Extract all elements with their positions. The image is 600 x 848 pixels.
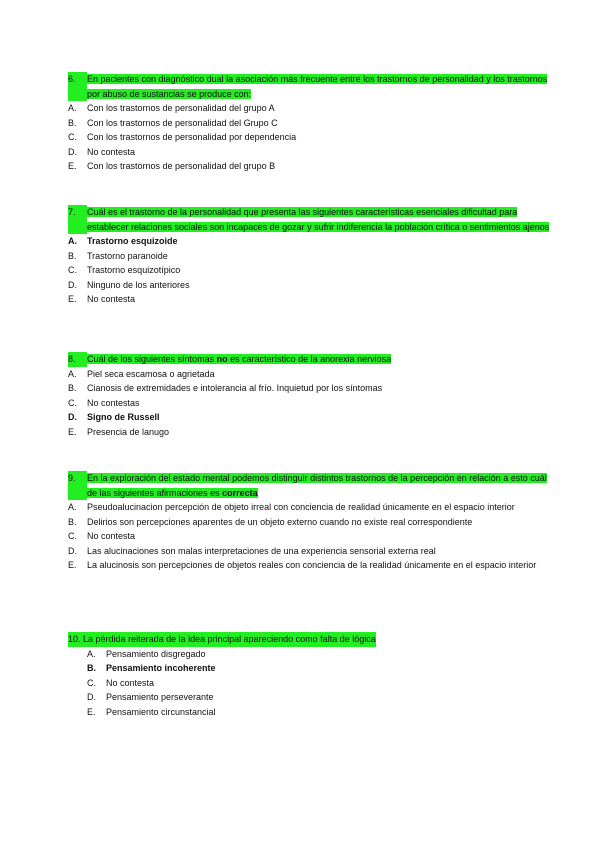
question-stem — [68, 205, 556, 234]
option-c — [68, 396, 556, 411]
option-letter: B. — [87, 663, 96, 673]
question-9 — [68, 471, 556, 573]
option-letter: D. — [87, 692, 96, 702]
option-text: Delirios son percepciones aparentes de un objeto externo cuando no existe real correspondiente — [87, 516, 473, 527]
option-text: Trastorno esquizotípico — [87, 265, 181, 275]
question-text-emphasis: correcta — [222, 487, 258, 498]
question-number: 7. — [68, 205, 87, 234]
option-c — [68, 529, 556, 544]
option-e — [68, 425, 556, 440]
question-text-part: En la exploración del estado mental podemos distinguir distintos trastornos de la percepción en relación a esto cuál de las siguientes afirmaciones es — [87, 473, 547, 498]
question-text — [87, 473, 547, 498]
option-text: Pensamiento disgregado — [106, 648, 206, 659]
question-stem — [68, 471, 556, 500]
option-text: Pensamiento perseverante — [106, 692, 214, 702]
option-text: Pensamiento incoherente — [106, 663, 216, 673]
option-text: Pensamiento circunstancial — [106, 706, 216, 717]
option-text: No contesta — [106, 677, 155, 688]
option-d — [68, 690, 556, 705]
question-number: 8. — [68, 352, 87, 367]
option-d — [68, 145, 556, 160]
option-text: Con los trastornos de personalidad por dependencia — [87, 132, 297, 142]
option-letter: D. — [68, 545, 77, 556]
question-stem — [68, 72, 556, 101]
option-letter: C. — [68, 132, 77, 142]
option-letter: A. — [68, 236, 77, 246]
question-stem — [68, 632, 556, 647]
option-letter: C. — [87, 677, 96, 688]
option-d — [68, 278, 556, 293]
option-letter: E. — [87, 706, 96, 717]
question-8 — [68, 352, 556, 439]
option-text: Con los trastornos de personalidad del grupo A — [87, 103, 275, 113]
option-c — [68, 676, 556, 691]
option-letter: E. — [68, 426, 77, 437]
option-e — [68, 558, 556, 573]
question-7 — [68, 205, 556, 307]
option-text: Trastorno esquizoide — [87, 236, 178, 246]
option-letter: C. — [68, 531, 77, 541]
option-b — [68, 249, 556, 264]
option-e — [68, 159, 556, 174]
option-b — [68, 515, 556, 530]
option-a-correct — [68, 234, 556, 249]
question-stem — [68, 352, 556, 367]
question-number: 9. — [68, 471, 87, 500]
option-text: Piel seca escamosa o agrietada — [87, 368, 215, 379]
option-a — [68, 367, 556, 382]
question-text-part: Cuál de los siguientes síntomas — [87, 354, 217, 364]
option-letter: D. — [68, 146, 77, 157]
option-text: Presencia de lanugo — [87, 426, 170, 437]
question-6 — [68, 72, 556, 174]
question-text: En pacientes con diagnóstico dual la asociación más frecuente entre los trastornos de personalidad y los trastornos por abuso de sustancias se produce con: — [87, 74, 548, 99]
question-text — [87, 354, 391, 364]
option-letter: A. — [68, 502, 77, 512]
option-e — [68, 705, 556, 720]
question-text: La pérdida reiterada de la idea principal apareciendo como falta de lógica — [83, 632, 376, 647]
option-text: Signo de Russell — [87, 412, 160, 422]
option-text: Ninguno de los anteriores — [87, 279, 190, 290]
option-a — [68, 647, 556, 662]
option-a — [68, 500, 556, 515]
option-letter: D. — [68, 279, 77, 290]
option-text: Cianosis de extremidades e intolerancia al frío. Inquietud por los síntomas — [87, 383, 383, 393]
option-text: Pseudoalucinacion percepción de objeto irreal con conciencia de realidad únicamente en el espacio interior — [87, 502, 515, 512]
question-number: 10. — [68, 632, 81, 647]
option-text: Con los trastornos de personalidad del Grupo C — [87, 117, 278, 128]
option-text: No contesta — [87, 146, 136, 157]
option-c — [68, 263, 556, 278]
option-b-correct — [68, 661, 556, 676]
option-letter: A. — [68, 103, 77, 113]
option-text: La alucinosis son percepciones de objetos reales con conciencia de la realidad únicamente en el espacio interior — [87, 560, 537, 570]
question-text-part: es característico de la anorexia nerviosa — [227, 354, 392, 364]
question-number: 6. — [68, 72, 87, 101]
option-letter: C. — [68, 397, 77, 408]
option-text: Trastorno paranoide — [87, 250, 168, 261]
option-letter: B. — [68, 250, 77, 261]
question-10 — [68, 632, 556, 719]
option-text: Con los trastornos de personalidad del grupo B — [87, 161, 276, 171]
option-b — [68, 116, 556, 131]
option-text: No contesta — [87, 531, 136, 541]
option-letter: A. — [68, 368, 77, 379]
option-text: No contestas — [87, 397, 140, 408]
option-c — [68, 130, 556, 145]
option-letter: B. — [68, 117, 77, 128]
option-letter: C. — [68, 265, 77, 275]
option-e — [68, 292, 556, 307]
option-letter: B. — [68, 516, 77, 527]
question-text-emphasis: no — [216, 354, 228, 364]
option-letter: E. — [68, 161, 77, 171]
option-letter: E. — [68, 560, 77, 570]
option-letter: D. — [68, 412, 77, 422]
option-b — [68, 381, 556, 396]
option-a — [68, 101, 556, 116]
question-text: Cuál es el trastorno de la personalidad que presenta las siguientes características esenciales dificultad para establecer relaciones sociales son incapaces de gozar y sufrir indiferencia la población crítica o sentimientos ajenos — [87, 207, 550, 232]
option-d — [68, 544, 556, 559]
option-text: No contesta — [87, 294, 136, 304]
option-letter: E. — [68, 294, 77, 304]
option-letter: B. — [68, 383, 77, 393]
option-letter: A. — [87, 648, 96, 659]
option-text: Las alucinaciones son malas interpretaciones de una experiencia sensorial externa real — [87, 545, 436, 556]
option-d-correct — [68, 410, 556, 425]
